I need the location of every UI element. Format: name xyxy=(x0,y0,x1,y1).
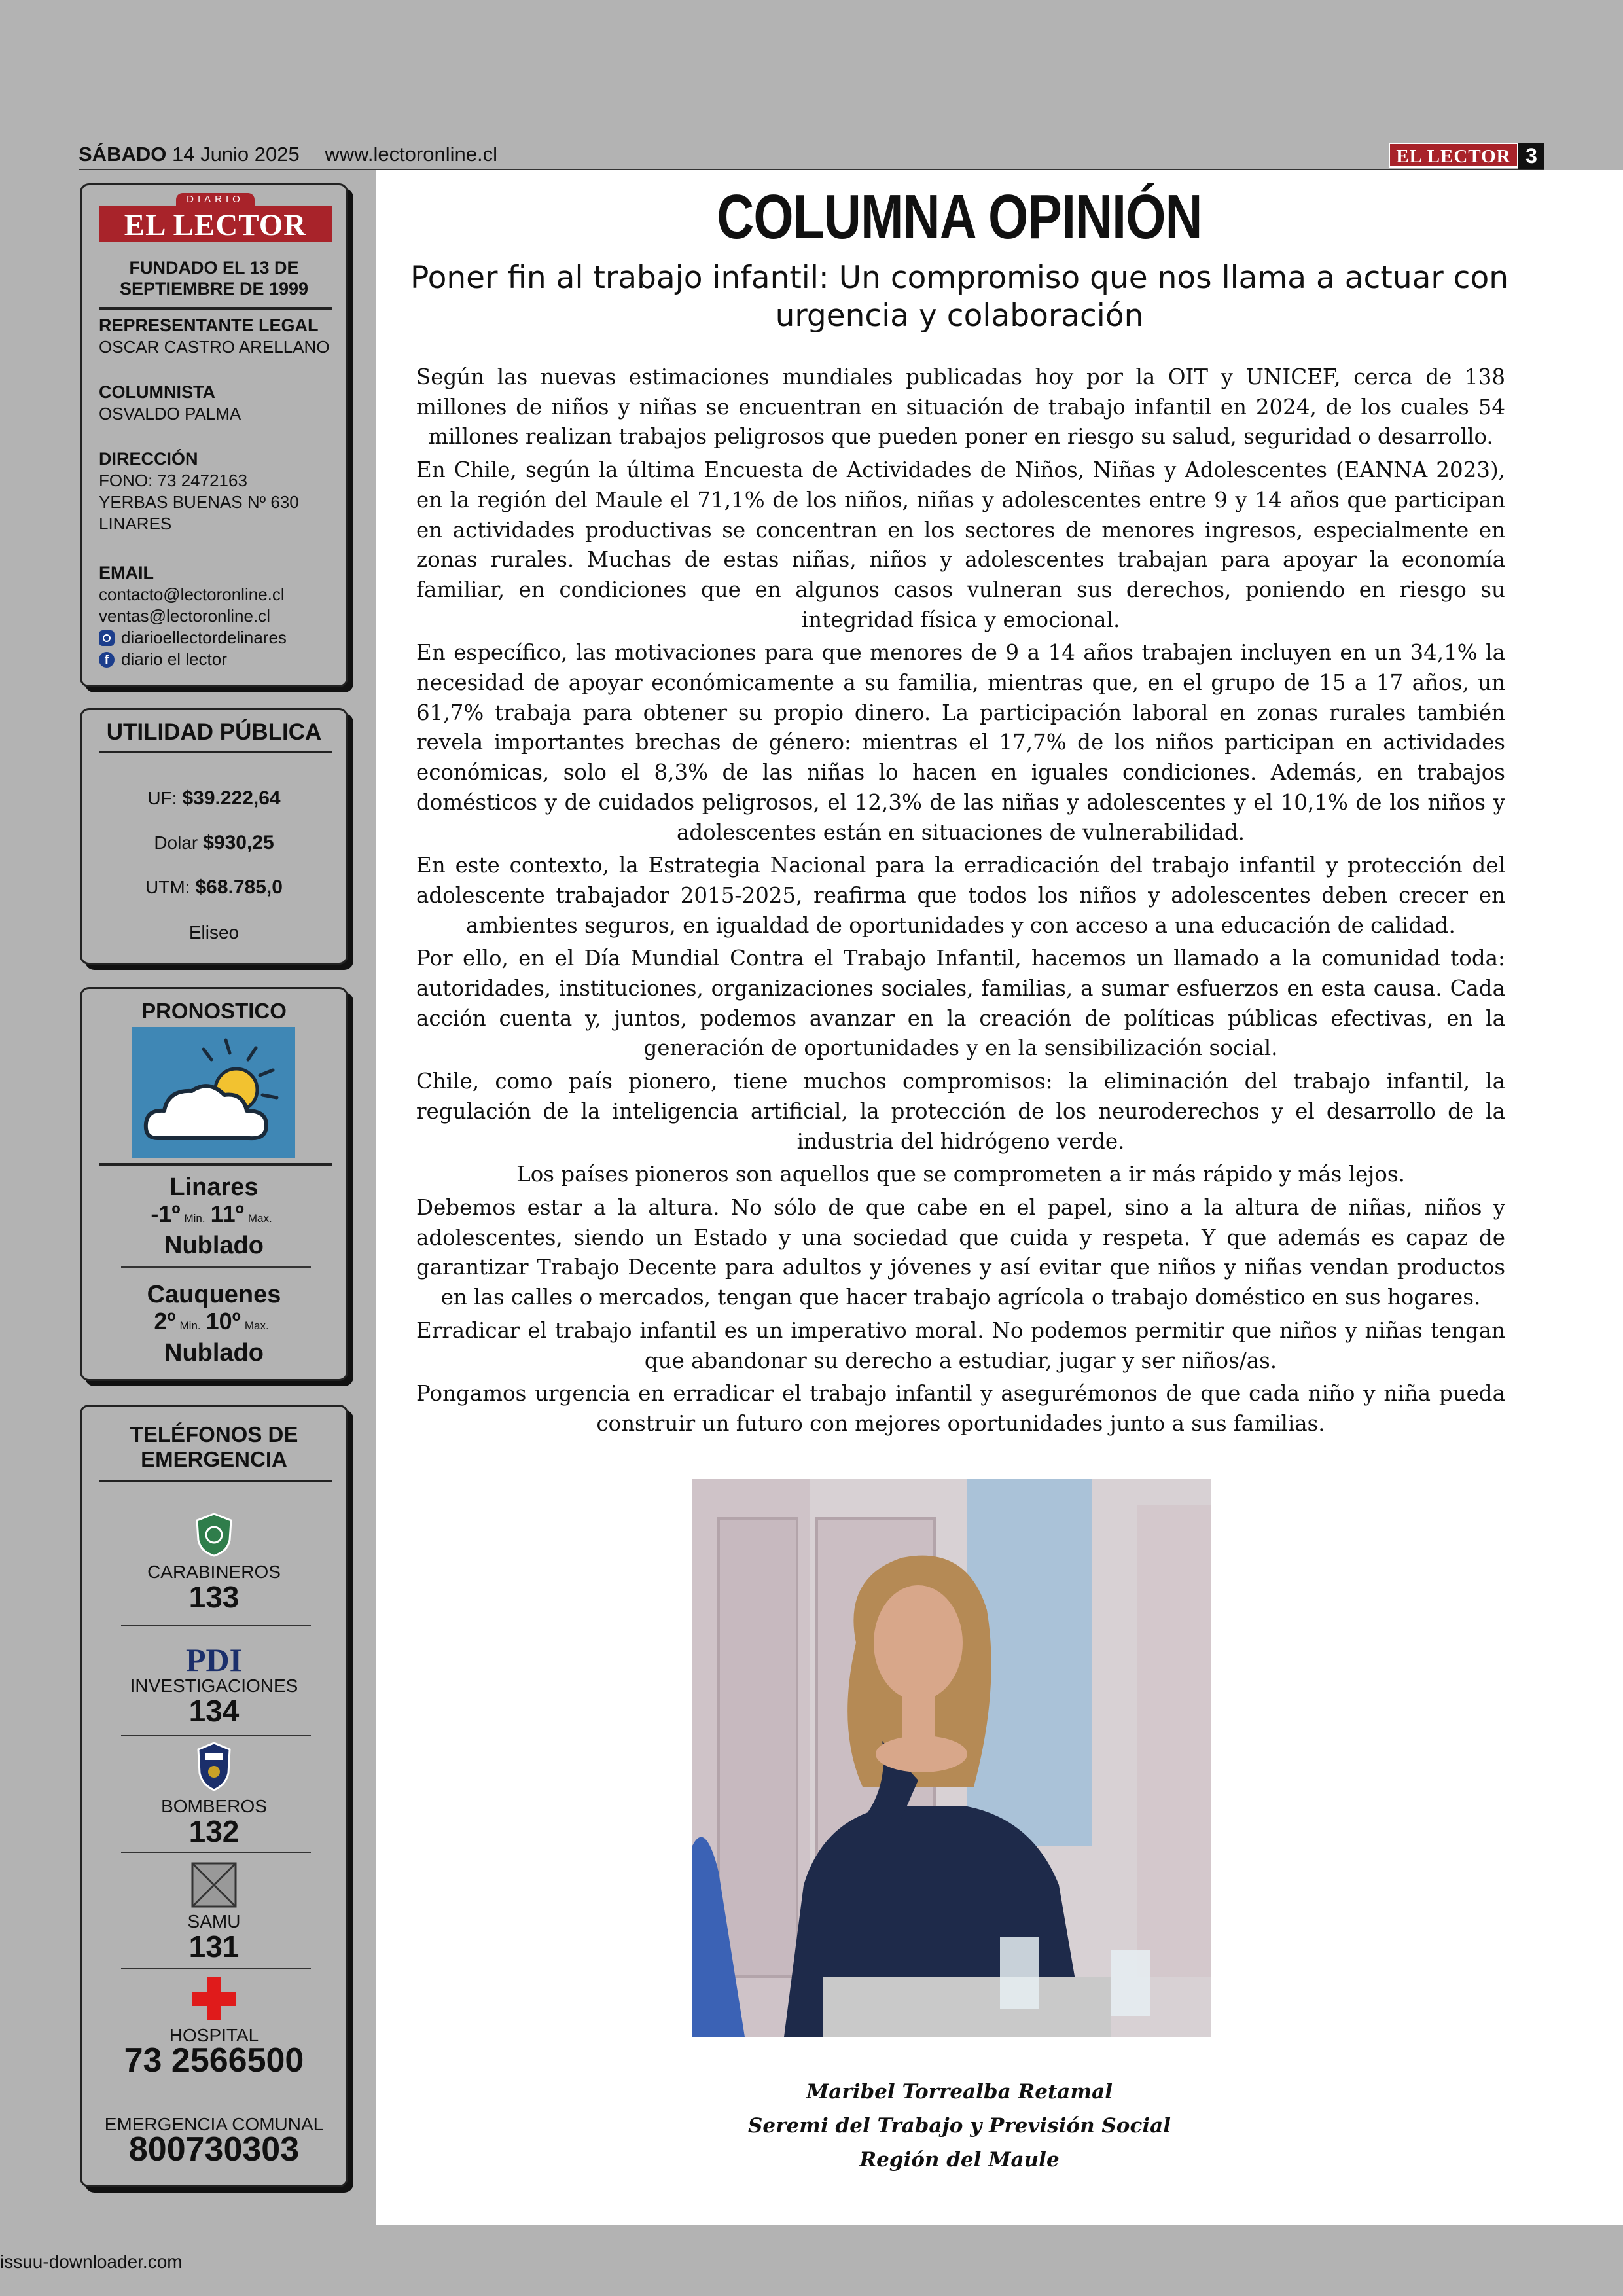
emergency-number[interactable]: 73 2566500 xyxy=(124,2041,304,2079)
author-credit xyxy=(376,2075,1543,2177)
emergency-title xyxy=(82,1422,346,1472)
divider xyxy=(121,1625,311,1626)
emergency-bomberos xyxy=(82,1740,346,1846)
header-logo: EL LECTOR xyxy=(1389,143,1518,168)
section-title: COLUMNA OPINIÓN xyxy=(717,182,1202,252)
instagram-icon xyxy=(99,630,115,646)
article-body xyxy=(416,363,1505,1443)
city-temps xyxy=(82,1201,346,1232)
author-name: Maribel Torrealba Retamal xyxy=(806,2080,1113,2104)
temp-max: 11º xyxy=(210,1200,244,1227)
temp-min: 2º xyxy=(154,1308,176,1335)
emergency-number[interactable]: 800730303 xyxy=(128,2130,300,2168)
min-label: Min. xyxy=(179,1319,201,1332)
page-number: 3 xyxy=(1518,143,1544,169)
columnist xyxy=(99,382,241,425)
article-panel xyxy=(376,170,1623,2225)
masthead-logo: EL LECTOR xyxy=(99,206,332,242)
forecast-cauquenes xyxy=(82,1281,346,1367)
emergency-title-2: EMERGENCIA xyxy=(141,1447,287,1471)
divider xyxy=(121,1735,311,1736)
paragraph: En este contexto, la Estrategia Nacional para la erradicación del trabajo infantil y protección del adolescente trabajador 2015-2025, reafirma que todos los niños y adolescentes deben crecer en ambientes seguros, en igualdad de oportunidades y con acceso a una educación de calidad. xyxy=(416,853,1505,938)
forecast-linares xyxy=(82,1174,346,1259)
emergency-label: SAMU xyxy=(187,1911,241,1931)
emergency-label: EMERGENCIA COMUNAL xyxy=(104,2114,324,2134)
emergency-title-1: TELÉFONOS DE xyxy=(130,1422,298,1446)
emergency-box xyxy=(80,1405,348,2187)
paragraph: Erradicar el trabajo infantil es un imperativo moral. No podemos permitir que niños y niñas tengan que abandonar su derecho a estudiar, jugar y ser niños/as. xyxy=(416,1318,1505,1373)
paragraph: Debemos estar a la altura. No sólo de que cabe en el papel, sino a la altura de niñas, niños y adolescentes, siendo un Estado y una sociedad que cuida y respeta. Y que además es capaz de garantizar Trabajo Decente para adultos y jóvenes y así evitar que niños y niñas vendan productos en las calles o mercados, tengan que hacer trabajo agrícola o trabajo doméstico en sus hogares. xyxy=(416,1194,1505,1310)
emergency-number[interactable]: 134 xyxy=(188,1694,240,1728)
utility-box xyxy=(80,708,348,965)
paragraph: Pongamos urgencia en erradicar el trabajo infantil y asegurémonos de que cada niño y niña pueda construir un futuro con mejores oportunidades junto a sus familias. xyxy=(416,1381,1505,1436)
headline: Poner fin al trabajo infantil: Un compromiso que nos llama a actuar con urgencia y colaboración xyxy=(410,260,1509,334)
city-name: Cauquenes xyxy=(147,1281,281,1308)
dolar-row xyxy=(82,832,346,854)
emergency-label: BOMBEROS xyxy=(161,1796,267,1816)
facebook-row[interactable] xyxy=(99,649,287,670)
emergency-number[interactable]: 131 xyxy=(188,1929,240,1964)
dolar-value: $930,25 xyxy=(203,832,274,853)
divider xyxy=(99,1480,332,1482)
uf-row xyxy=(82,787,346,810)
header-date-text: 14 Junio 2025 xyxy=(171,143,300,166)
max-label: Max. xyxy=(247,1212,272,1225)
emergency-hospital xyxy=(82,1976,346,2079)
uf-value: $39.222,64 xyxy=(182,787,281,809)
founded-line-2: SEPTIEMBRE DE 1999 xyxy=(119,279,309,298)
email-title: EMAIL xyxy=(99,563,154,583)
temp-max: 10º xyxy=(205,1308,241,1335)
divider xyxy=(121,1266,311,1268)
legal-rep xyxy=(99,315,330,358)
address-street: YERBAS BUENAS Nº 630 xyxy=(99,492,299,512)
city-condition: Nublado xyxy=(164,1232,264,1259)
samu-icon xyxy=(191,1862,237,1908)
utm-row xyxy=(82,876,346,899)
address xyxy=(99,448,299,535)
uf-label: UF: xyxy=(147,788,177,808)
paragraph: Según las nuevas estimaciones mundiales publicadas hoy por la OIT y UNICEF, cerca de 138 millones de niños y niñas se encuentran en situación de trabajo infantil en 2024, de los cuales 54 millones realizan trabajos peligrosos que pueden poner en riesgo su salud, seguridad o desarrollo. xyxy=(416,365,1505,450)
utm-label: UTM: xyxy=(145,877,190,897)
paragraph: En específico, las motivaciones para que menores de 9 a 14 años trabajen incluyen en un 34,1% la necesidad de apoyar económicamente a su familia, mientras que, en el grupo de 15 a 17 años, un 61,7% trabaja para obtener su propio dinero. La participación laboral en zonas rurales también revela importantes brechas de género: mientras el 17,7% de los niños participan en actividades económicas, solo el 8,3% de las niñas lo hacen en iguales condiciones. Además, en trabajos domésticos y de cuidados peligrosos, el 12,3% de las niñas y adolescentes y el 10,1% de los niños y adolescentes están en situaciones de vulnerabilidad. xyxy=(416,640,1505,845)
email-contacto[interactable]: contacto@lectoronline.cl xyxy=(99,584,285,604)
watermark: issuu-downloader.com xyxy=(0,2251,183,2272)
columnist-name: OSVALDO PALMA xyxy=(99,404,241,423)
facebook-icon: f xyxy=(99,652,115,668)
utility-title: UTILIDAD PÚBLICA xyxy=(106,719,322,745)
city-temps xyxy=(82,1308,346,1339)
paragraph: Chile, como país pionero, tiene muchos compromisos: la eliminación del trabajo infantil, la regulación de la inteligencia artificial, la protección de los neuroderechos y el desarrollo de la industria del hidrógeno verde. xyxy=(416,1069,1505,1154)
founded-text xyxy=(82,257,346,299)
instagram-handle[interactable]: diarioellectordelinares xyxy=(121,628,287,647)
emergency-label: HOSPITAL xyxy=(169,2025,259,2045)
emergency-number[interactable]: 132 xyxy=(188,1814,240,1848)
divider xyxy=(99,307,332,310)
address-phone: FONO: 73 2472163 xyxy=(99,471,247,490)
divider xyxy=(121,1968,311,1969)
instagram-row[interactable] xyxy=(99,627,287,649)
pdi-logo: PDI xyxy=(185,1641,243,1678)
email-ventas[interactable]: ventas@lectoronline.cl xyxy=(99,606,270,626)
paragraph: Los países pioneros son aquellos que se comprometen a ir más rápido y más lejos. xyxy=(516,1162,1405,1187)
city-condition: Nublado xyxy=(164,1339,264,1367)
max-label: Max. xyxy=(244,1319,269,1332)
city-name: Linares xyxy=(169,1174,259,1201)
emergency-number[interactable]: 133 xyxy=(188,1580,240,1614)
address-title: DIRECCIÓN xyxy=(99,449,198,469)
bomberos-icon xyxy=(194,1740,234,1793)
emergency-pdi xyxy=(82,1643,346,1726)
forecast-box xyxy=(80,987,348,1381)
divider xyxy=(121,1852,311,1853)
legal-name: OSCAR CASTRO ARELLANO xyxy=(99,337,330,357)
address-city: LINARES xyxy=(99,514,172,533)
divider xyxy=(99,751,332,753)
divider xyxy=(99,1163,332,1166)
paragraph: En Chile, según la última Encuesta de Actividades de Niños, Niñas y Adolescentes (EANNA 2023), en la región del Maule el 71,1% de los niños, niñas y adolescentes entre 9 y 14 años que participan en actividades productivas se concentran en los sectores de menores ingresos, especialmente en zonas rurales. Muchas de estas niñas, niños y adolescentes trabajan para apoyar la economía familiar, en condiciones que en algunos casos vulneran sus derechos, poniendo en riesgo su integridad física y emocional. xyxy=(416,457,1505,632)
author-region: Región del Maule xyxy=(859,2148,1060,2172)
emergency-label: INVESTIGACIONES xyxy=(130,1676,298,1696)
emergency-label: CARABINEROS xyxy=(147,1562,281,1582)
utm-value: $68.785,0 xyxy=(195,876,283,898)
emergency-carabineros xyxy=(82,1511,346,1612)
founded-line-1: FUNDADO EL 13 DE xyxy=(129,258,299,278)
min-label: Min. xyxy=(184,1212,205,1225)
legal-title: REPRESENTANTE LEGAL xyxy=(99,315,319,335)
emergency-samu xyxy=(82,1862,346,1962)
email-block xyxy=(99,562,287,670)
paragraph: Por ello, en el Día Mundial Contra el Trabajo Infantil, hacemos un llamado a la comunidad toda: autoridades, instituciones, organizaciones sociales, familias, a sumar esfuerzos en esta causa. Cada acción cuenta y, juntos, podemos avanzar en la creación de políticas públicas efectivas, en la generación de oportunidades y en la sensibilización social. xyxy=(416,946,1505,1061)
cloud-sun-icon xyxy=(132,1027,295,1158)
forecast-title: PRONOSTICO xyxy=(141,999,287,1023)
header-day: SÁBADO xyxy=(79,143,167,166)
author-photo xyxy=(692,1479,1211,2037)
columnist-title: COLUMNISTA xyxy=(99,382,215,402)
temp-min: -1º xyxy=(151,1200,181,1227)
red-cross-icon xyxy=(191,1976,237,2022)
carabineros-icon xyxy=(193,1511,235,1558)
eliseo: Eliseo xyxy=(188,922,240,942)
facebook-handle[interactable]: diario el lector xyxy=(121,649,227,669)
page-header xyxy=(79,143,1544,170)
header-url[interactable]: www.lectoronline.cl xyxy=(325,143,497,166)
masthead-small: DIARIO xyxy=(176,193,255,206)
header-date xyxy=(79,143,497,166)
masthead-box xyxy=(80,183,348,687)
dolar-label: Dolar xyxy=(154,833,198,853)
author-role: Seremi del Trabajo y Previsión Social xyxy=(748,2114,1171,2138)
emergency-comunal xyxy=(82,2114,346,2168)
